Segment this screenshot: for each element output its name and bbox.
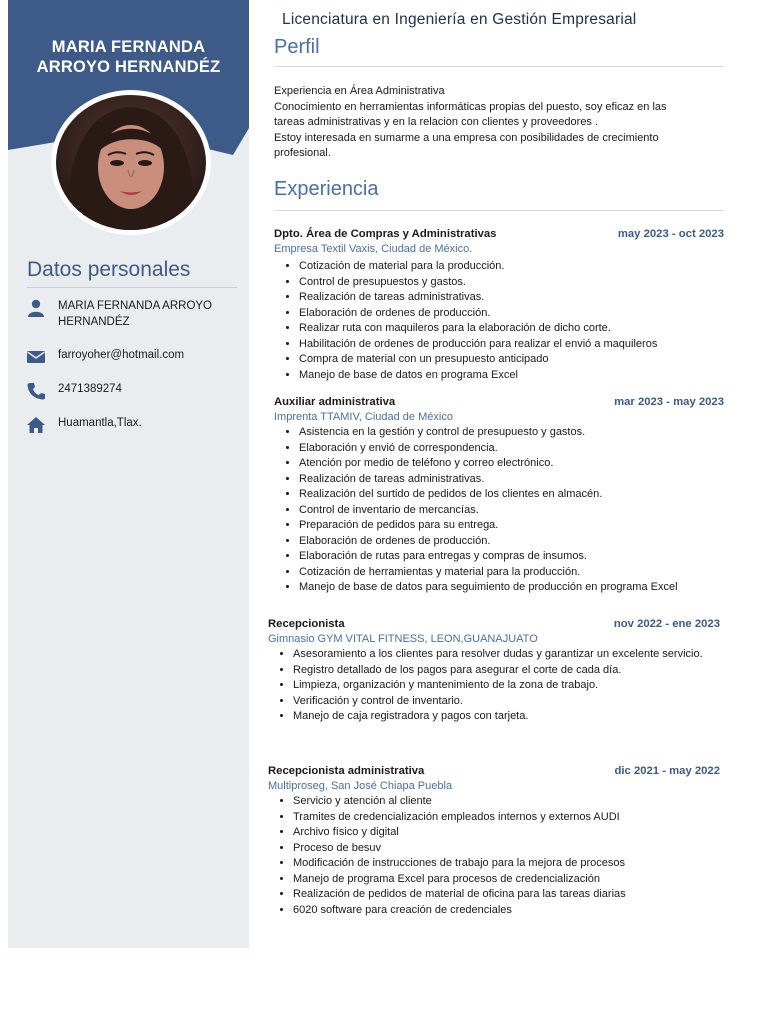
profile-heading: Perfil [274,36,320,58]
job-duties [274,425,678,596]
job-company: Multiproseg, San José Chiapa Puebla [268,780,453,792]
list-item: • Manejo de caja registradora y pagos con tarjeta. [293,709,713,725]
list-item: • Archivo físico y digital [293,825,626,841]
job-entry [274,228,724,388]
list-item: • Proceso de besuv [293,841,626,857]
divider [274,66,724,67]
job-entry [274,396,724,601]
list-item: • Atención por medio de teléfono y correo electrónico. [299,456,678,472]
job-date: may 2023 - oct 2023 [617,228,724,240]
list-item: • Realización de tareas administrativas. [299,472,678,488]
job-date: nov 2022 - ene 2023 [613,618,720,630]
list-item: • Tramites de credencialización empleados internos y externos AUDI [293,810,626,826]
user-icon [26,299,46,317]
sidebar: MARIA FERNANDA ARROYO HERNANDÉZ Datos personales MARIA FERNANDA ARROYO HERNANDÉZ farroyoher@hotmail.com 2471389274 Huamantla,Tlax. [8,0,249,948]
job-entry [268,765,720,920]
phone-icon [26,382,46,400]
job-title: Recepcionista [268,618,345,630]
list-item: • Servicio y atención al cliente [293,794,626,810]
job-title: Dpto. Área de Compras y Administrativas [274,228,497,240]
list-item: • Manejo de base de datos en programa Excel [299,368,657,384]
list-item: • Asesoramiento a los clientes para resolver dudas y garantizar un excelente servicio. [293,647,713,663]
job-company: Gimnasio GYM VITAL FITNESS, LEON,GUANAJUATO [268,633,538,645]
profile-summary: Experiencia en Área Administrativa Conocimiento en herramientas informáticas propias del puesto, soy eficaz en las tareas administrativas y en la relacion con clientes y proveedores . Estoy interesada en sumarme a una empresa con posibilidades de crecimiento profesional. [274,85,667,159]
list-item: • Verificación y control de inventario. [293,694,713,710]
list-item: • Compra de material con un presupuesto anticipado [299,352,657,368]
divider [274,210,724,211]
list-item: • Asistencia en la gestión y control de presupuesto y gastos. [299,425,678,441]
list-item: • Preparación de pedidos para su entrega. [299,518,678,534]
job-company: Imprenta TTAMIV, Ciudad de México [274,411,453,423]
job-company: Empresa Textil Vaxis, Ciudad de México. [274,243,473,255]
job-duties [274,259,657,383]
list-item: • Elaboración de ordenes de producción. [299,306,657,322]
list-item: • Realización de tareas administrativas. [299,290,657,306]
divider [27,287,237,288]
job-title: Recepcionista administrativa [268,765,425,777]
job-duties [268,794,626,918]
list-item: • Control de inventario de mercancías. [299,503,678,519]
list-item: • Elaboración y envió de correspondencia. [299,441,678,457]
personal-data-heading: Datos personales [27,258,191,281]
list-item: • Modificación de instrucciones de trabajo para la mejora de procesos [293,856,626,872]
list-item: • Realización del surtido de pedidos de los clientes en almacén. [299,487,678,503]
list-item: • Manejo de base de datos para seguimiento de producción en programa Excel [299,580,678,596]
list-item: • Realización de pedidos de material de oficina para las tareas diarias [293,887,626,903]
list-item: • Habilitación de ordenes de producción para realizar el envió a maquileros [299,337,657,353]
home-icon [26,416,46,434]
candidate-name: MARIA FERNANDA ARROYO HERNANDÉZ [36,38,221,76]
profile-photo [51,90,211,235]
list-item: • Elaboración de ordenes de producción. [299,534,678,550]
list-item: • Registro detallado de los pagos para asegurar el corte de cada día. [293,663,713,679]
degree-headline: Licenciatura en Ingeniería en Gestión Empresarial [282,11,637,28]
email-icon [26,348,46,366]
list-item: • Realizar ruta con maquileros para la elaboración de dicho corte. [299,321,657,337]
job-title: Auxiliar administrativa [274,396,396,408]
job-entry [268,618,720,743]
job-date: dic 2021 - may 2022 [614,765,720,777]
list-item: • Control de presupuestos y gastos. [299,275,657,291]
email-text[interactable]: farroyoher@hotmail.com [58,349,185,361]
list-item: • Elaboración de rutas para entregas y compras de insumos. [299,549,678,565]
list-item: • 6020 software para creación de credenciales [293,903,626,919]
experience-heading: Experiencia [274,178,379,200]
job-date: mar 2023 - may 2023 [614,396,724,408]
list-item: • Manejo de programa Excel para procesos de credencialización [293,872,626,888]
list-item: • Limpieza, organización y mantenimiento de la zona de trabajo. [293,678,713,694]
list-item: • Cotización de herramientas y material para la producción. [299,565,678,581]
job-duties [268,647,713,725]
list-item: • Cotización de material para la producción. [299,259,657,275]
portrait-image [56,95,206,230]
